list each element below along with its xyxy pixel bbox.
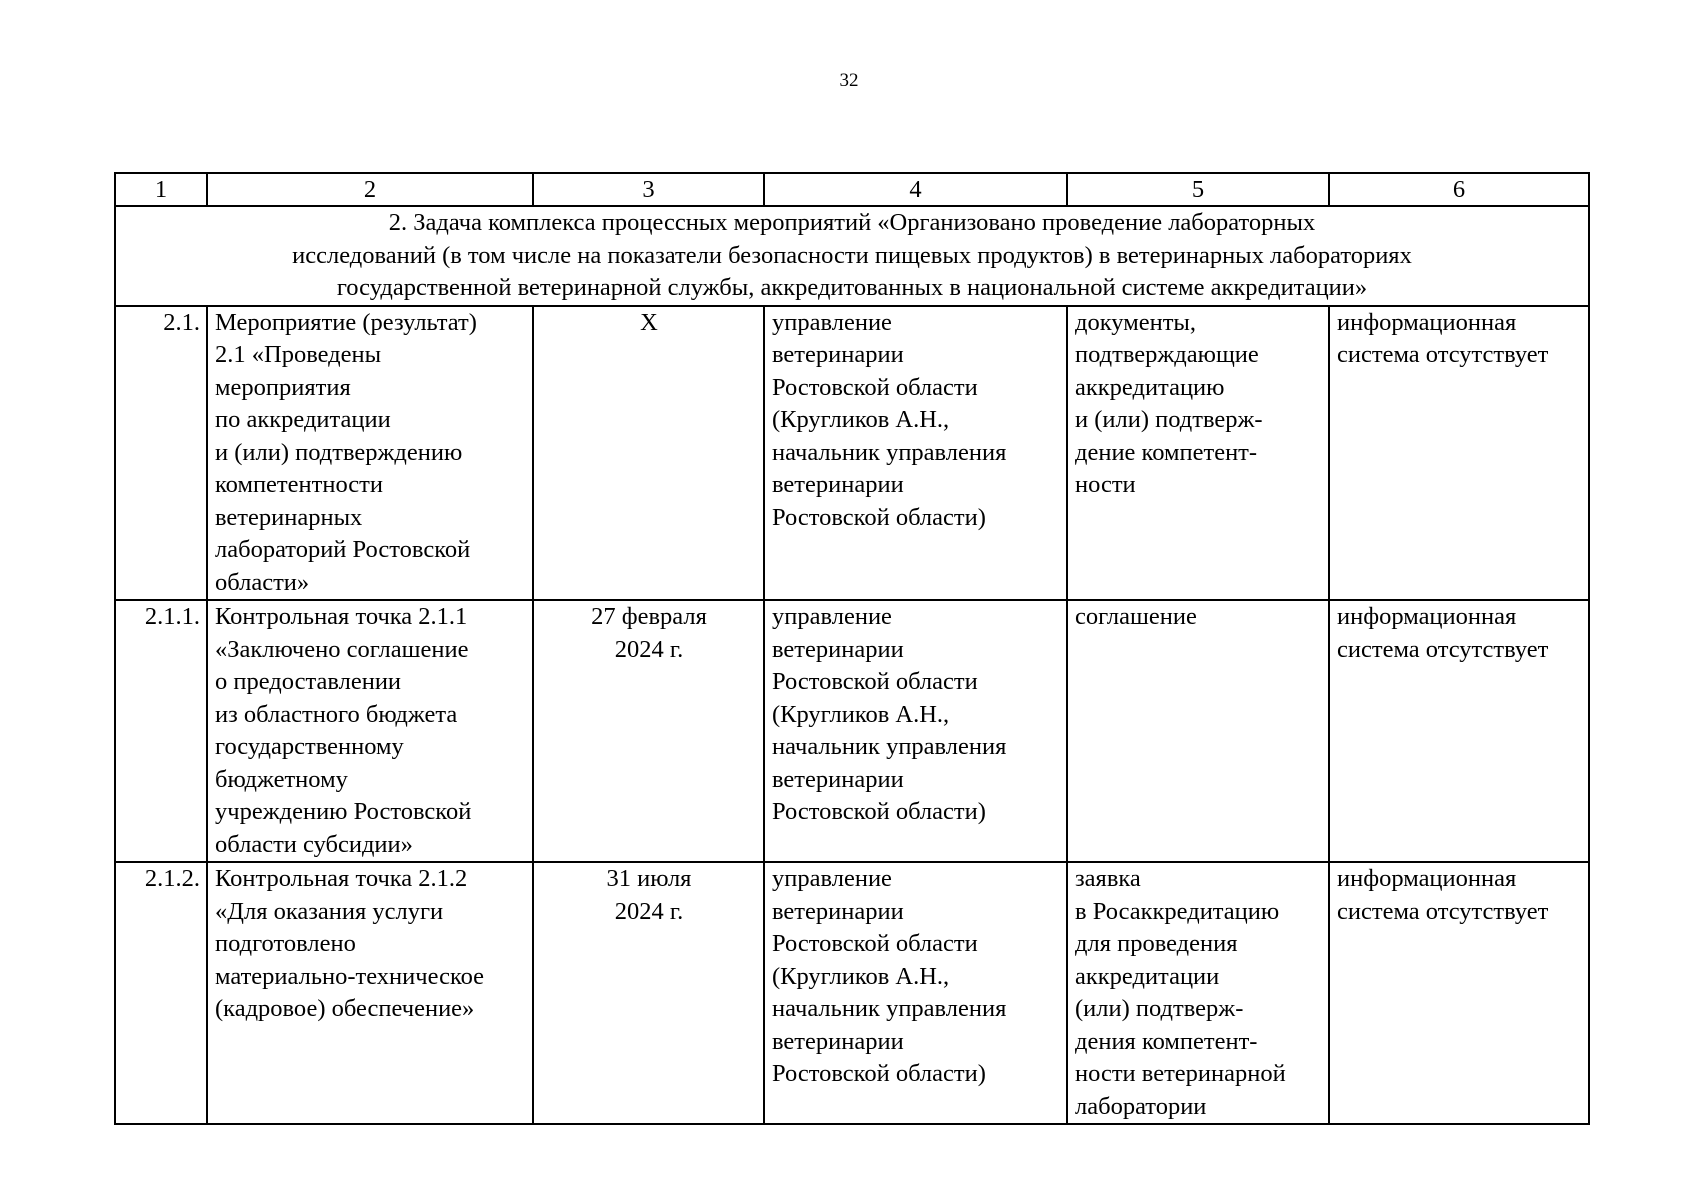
confirming-document: соглашение [1067,600,1329,862]
page-number: 32 [839,70,859,91]
confirming-document: заявка в Росаккредитацию для проведения аккредитации (или) подтверж- дения компетент- ности ветеринарной лаборатории [1067,862,1329,1124]
responsible: управление ветеринарии Ростовской области (Кругликов А.Н., начальник управления ветеринарии Ростовской области) [764,862,1067,1124]
column-number: 3 [533,173,764,206]
measure-name: Контрольная точка 2.1.2 «Для оказания услуги подготовлено материально-техническое (кадровое) обеспечение» [207,862,533,1124]
column-number: 5 [1067,173,1329,206]
information-system: информационная система отсутствует [1329,306,1589,601]
section-header-row [115,206,1589,306]
deadline: Х [533,306,764,601]
table-row [115,306,1589,601]
information-system: информационная система отсутствует [1329,600,1589,862]
measures-table [114,172,1590,1125]
column-number: 2 [207,173,533,206]
row-number: 2.1. [115,306,207,601]
information-system: информационная система отсутствует [1329,862,1589,1124]
deadline: 31 июля 2024 г. [533,862,764,1124]
section-header: 2. Задача комплекса процессных мероприятий «Организовано проведение лабораторных исследований (в том числе на показатели безопасности пищевых продуктов) в ветеринарных лабораториях государственной ветеринарной службы, аккредитованных в национальной системе аккредитации» [115,206,1589,306]
responsible: управление ветеринарии Ростовской области (Кругликов А.Н., начальник управления ветеринарии Ростовской области) [764,600,1067,862]
table-row [115,600,1589,862]
confirming-document: документы, подтверждающие аккредитацию и (или) подтверж- дение компетент- ности [1067,306,1329,601]
deadline: 27 февраля 2024 г. [533,600,764,862]
column-number-row [115,173,1589,206]
measure-name: Контрольная точка 2.1.1 «Заключено соглашение о предоставлении из областного бюджета государственному бюджетному учреждению Ростовской области субсидии» [207,600,533,862]
row-number: 2.1.1. [115,600,207,862]
measure-name: Мероприятие (результат) 2.1 «Проведены мероприятия по аккредитации и (или) подтверждению компетентности ветеринарных лабораторий Ростовской области» [207,306,533,601]
column-number: 4 [764,173,1067,206]
table-row [115,862,1589,1124]
column-number: 1 [115,173,207,206]
responsible: управление ветеринарии Ростовской области (Кругликов А.Н., начальник управления ветеринарии Ростовской области) [764,306,1067,601]
column-number: 6 [1329,173,1589,206]
row-number: 2.1.2. [115,862,207,1124]
